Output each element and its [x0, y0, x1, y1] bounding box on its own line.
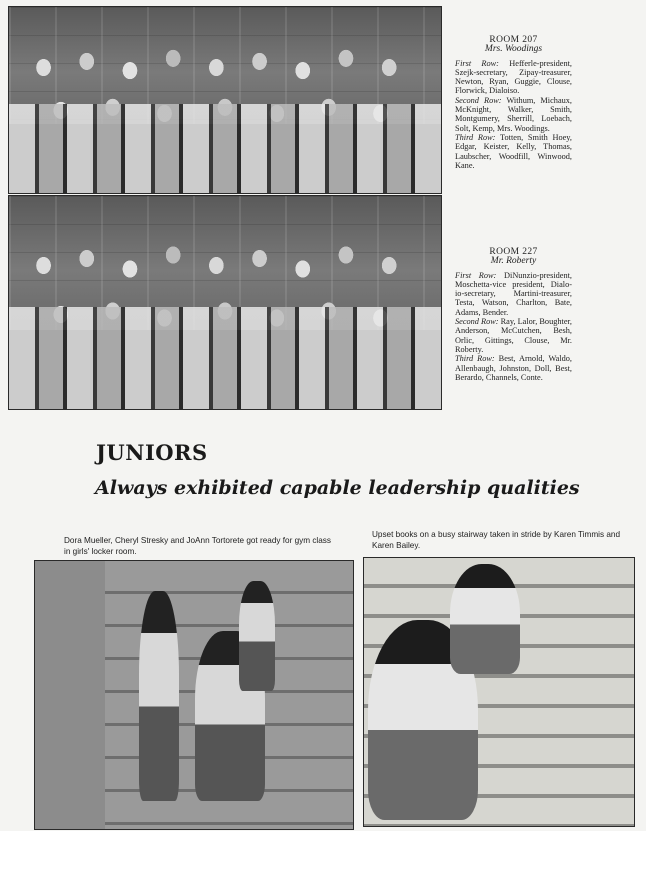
room-207-heading: ROOM 207: [489, 35, 538, 45]
page-bottom-margin: [0, 831, 646, 889]
row-label: First Row:: [455, 58, 499, 68]
row-names: Hefferle-president, Szejk-secretary, Zipay-treasurer, Newton, Ryan, Guggie, Clouse, Florwick, Dialoiso.: [455, 58, 572, 96]
row-names: Withum, Michaux, McKnight, Walker, Smith, Montgumery, Sherrill, Loebach, Solt, Kemp, Mrs. Woodings.: [455, 95, 572, 133]
row-label: Second Row:: [455, 317, 499, 327]
row-names: Totten, Smith Hoey, Edgar, Keister, Kelly, Thomas, Laubscher, Woodfill, Winwood, Kane.: [455, 132, 572, 170]
row-label: Third Row:: [455, 132, 496, 142]
room-227-heading: ROOM 227: [489, 247, 538, 257]
room-207-caption: [455, 36, 572, 170]
section-title: JUNIORS: [96, 440, 208, 465]
row-names: Best, Arnold, Waldo, Allenbaugh, Johnston, Doll, Best, Berardo, Channels, Conte.: [455, 354, 572, 382]
room-227-roster: [455, 271, 572, 383]
room-207-teacher: Mrs. Woodings: [484, 44, 543, 55]
row-label: First Row:: [455, 270, 497, 280]
room-227-teacher: Mr. Roberty: [490, 256, 537, 267]
row-names: Ray, Lalor, Boughter, Anderson, McCutchen, Besh, Orlic, Gittings, Clouse, Mr. Roberty.: [455, 317, 573, 354]
locker-room-photo: [34, 560, 354, 830]
room-227-caption: [455, 248, 572, 382]
stairway-caption: Upset books on a busy stairway taken in stride by Karen Timmis and Karen Bailey.: [372, 530, 621, 550]
row-label: Third Row:: [455, 354, 495, 364]
section-subtitle: Always exhibited capable leadership qualities: [95, 477, 580, 499]
locker-room-caption: Dora Mueller, Cheryl Stresky and JoAnn Tortorete got ready for gym class in girls' locker room.: [64, 536, 331, 556]
row-label: Second Row:: [455, 95, 502, 105]
room-207-group-photo: [8, 6, 442, 194]
room-207-roster: [455, 59, 572, 171]
stairway-photo: [363, 557, 635, 827]
row-names: DiNunzio-president, Moschetta-vice president, Dialo-io-secretary, Martini-treasurer, Testa, Watson, Charlton, Bate, Adams, Bender.: [455, 270, 572, 317]
room-227-group-photo: [8, 195, 442, 410]
